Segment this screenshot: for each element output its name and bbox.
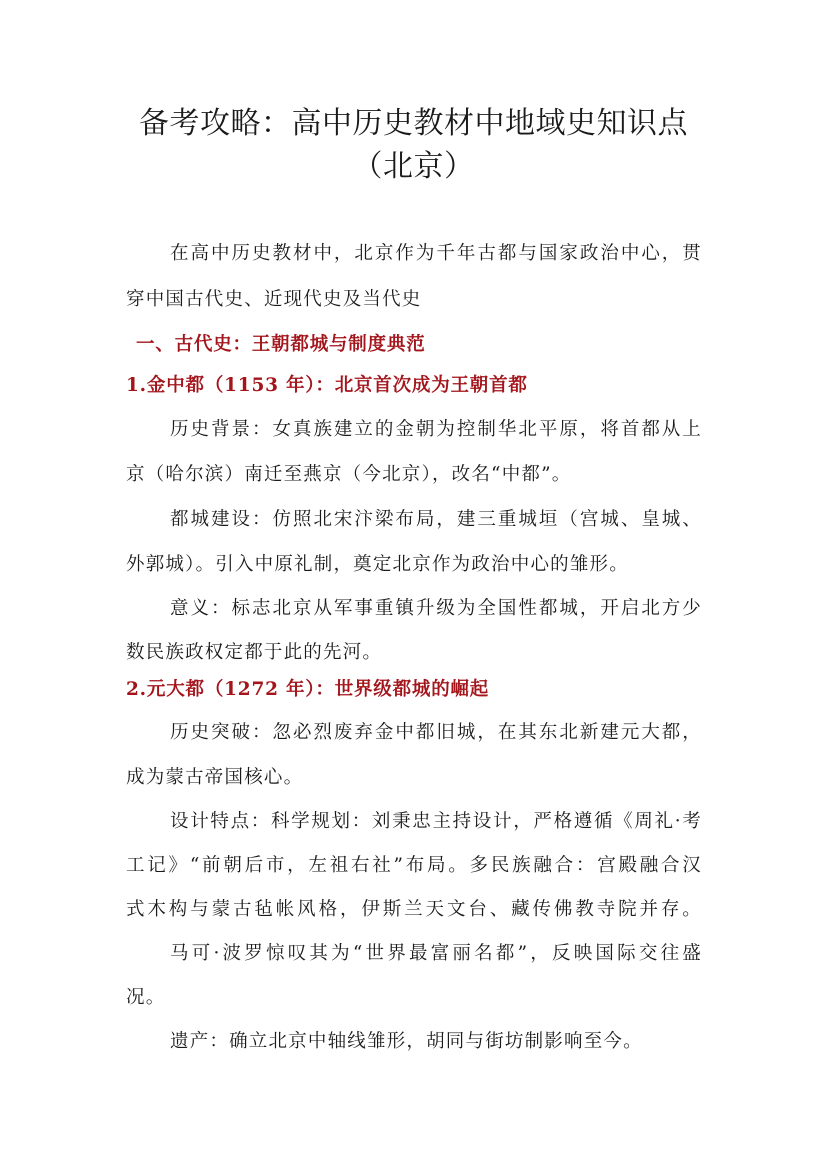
paragraph-line: 数民族政权定都于此的先河。 [126,642,383,663]
paragraph-line: 京（哈尔滨）南迁至燕京（今北京），改名“中都”。 [126,464,572,485]
document-title-line-1: 备考攻略：高中历史教材中地域史知识点 [139,106,688,141]
paragraph-line: 外郭城）。引入中原礼制，奠定北京作为政治中心的雏形。 [126,554,629,575]
paragraph-line: 成为蒙古帝国核心。 [126,767,304,788]
paragraph-line: 都城建设：仿照北宋汴梁布局，建三重城垣（宫城、皇城、 [170,509,702,530]
paragraph-line: 历史突破：忽必烈废弃金中都旧城，在其东北新建元大都， [170,722,702,743]
intro-line-1: 在高中历史教材中，北京作为千年古都与国家政治中心，贯 [170,243,702,264]
paragraph-line: 历史背景：女真族建立的金朝为控制华北平原，将首都从上 [170,419,702,440]
paragraph-line: 设计特点：科学规划：刘秉忠主持设计，严格遵循《周礼·考 [170,811,702,832]
subsection-heading-jin-zhongdu: 1.金中都（1153 年）：北京首次成为王朝首都 [126,375,528,396]
paragraph-line: 式木构与蒙古毡帐风格，伊斯兰天文台、藏传佛教寺院并存。 [126,899,702,920]
subsection-heading-yuan-dadu: 2.元大都（1272 年）：世界级都城的崛起 [126,679,490,700]
section-heading-ancient: 一、古代史：王朝都城与制度典范 [136,334,426,355]
document-title-line-2: （北京） [352,149,475,184]
paragraph-line: 意义：标志北京从军事重镇升级为全国性都城，开启北方少 [170,598,702,619]
intro-line-2: 穿中国古代史、近现代史及当代史 [126,289,422,310]
paragraph-line: 工记》“前朝后市，左祖右社”布局。多民族融合：宫殿融合汉 [126,855,702,876]
paragraph-line: 况。 [126,987,166,1008]
paragraph-line: 遗产：确立北京中轴线雏形，胡同与街坊制影响至今。 [170,1031,643,1052]
paragraph-line: 马可·波罗惊叹其为“世界最富丽名都”，反映国际交往盛 [170,943,702,964]
